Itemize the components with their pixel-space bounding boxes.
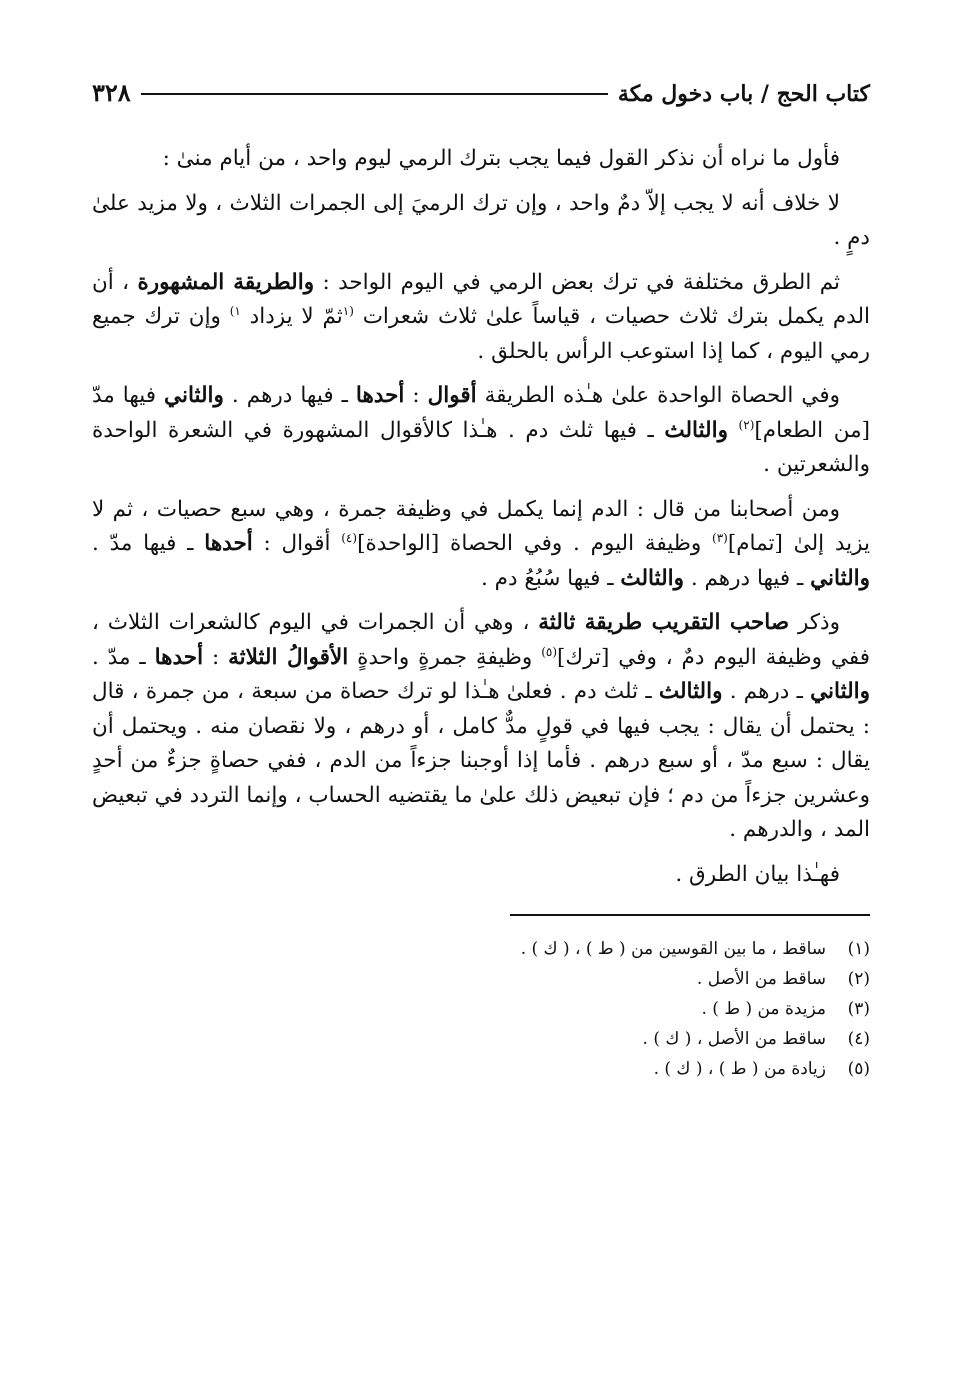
footnote-text: ساقط ، ما بين القوسين من ( ط ) ، ( ك ) .	[520, 939, 826, 959]
footnote-item	[92, 1024, 870, 1054]
footnote-marker: (١	[342, 303, 354, 318]
bold-term: والثاني	[810, 565, 870, 591]
text-span: فيها مدّ [من الطعام]	[92, 383, 871, 443]
paragraph-1: فأول ما نراه أن نذكر القول فيما يجب بترك الرمي ليوم واحد ، من أيام منىٰ :	[162, 146, 840, 171]
paragraph-4	[92, 379, 870, 483]
footnote-number: (٢)	[847, 969, 870, 989]
text-span: ، وهي أن الجمرات في اليوم كالشعرات الثلاث ، ففي وظيفة اليوم دمٌ ، وفي [ترك]	[92, 610, 870, 670]
bold-term: والثاني	[164, 383, 224, 408]
footnote-text: زيادة من ( ط ) ، ( ك ) .	[653, 1059, 826, 1079]
text-span: وظيفة اليوم . وفي الحصاة [الواحدة]	[357, 531, 713, 556]
footnote-separator	[510, 914, 870, 916]
paragraph-2: لا خلاف أنه لا يجب إلاّ دمٌ واحد ، وإن ترك الرميَ إلى الجمرات الثلاث ، ولا مزيد علىٰ دمٍ .	[92, 190, 870, 250]
footnote-item	[92, 994, 870, 1024]
paragraph-7: فهـٰذا بيان الطرق .	[675, 861, 840, 887]
footnote-number: (٣)	[847, 999, 870, 1019]
footnote-marker: (٢)	[738, 417, 755, 432]
text-span: ـ فيها درهم .	[684, 565, 811, 591]
text-span: :	[404, 383, 428, 408]
paragraph-5	[92, 493, 870, 597]
footnote-marker: (٣)	[712, 530, 728, 545]
bold-term: أحدها	[154, 644, 204, 670]
bold-term: أحدها	[204, 531, 253, 556]
footnote-item	[92, 934, 870, 964]
footnote-marker: (٥)	[541, 644, 558, 659]
text-span	[728, 418, 739, 443]
header-rule	[141, 93, 608, 95]
bold-term: والثالث	[620, 565, 684, 591]
paragraph-3	[92, 266, 870, 370]
text-span: وذكر	[789, 610, 840, 635]
paragraph-6	[92, 606, 870, 848]
footnote-item	[92, 1054, 870, 1084]
bold-term: والثاني	[810, 679, 870, 704]
text-span: ـ فيها مدّ .	[92, 531, 205, 556]
text-span: وفي الحصاة الواحدة علىٰ هـٰذه الطريقة	[476, 383, 840, 408]
footnote-item	[92, 964, 870, 994]
text-span: ثم الطرق مختلفة في ترك بعض الرمي في اليوم الواحد :	[314, 269, 840, 295]
bold-term: أقوال	[427, 383, 477, 408]
text-span: ـ درهم .	[722, 679, 811, 704]
text-span: وإن ترك جميع رمي اليوم ، كما إذا استوعب الرأس بالحلق .	[92, 304, 870, 364]
book-page	[92, 78, 870, 1084]
footnote-text: ساقط من الأصل .	[696, 969, 826, 989]
page-number: ٣٢٨	[92, 78, 131, 107]
bold-term: أحدها	[355, 383, 405, 408]
bold-term: والطريقة المشهورة	[137, 269, 315, 295]
footnote-text: ساقط من الأصل ، ( ك ) .	[642, 1029, 826, 1049]
text-span: ـ فيها درهم .	[223, 383, 356, 408]
footnote-number: (١)	[847, 939, 870, 959]
footnote-number: (٤)	[847, 1029, 870, 1049]
text-span: ، أن الدم يكمل بترك ثلاث حصيات ، قياساً علىٰ ثلاث شعرات	[92, 269, 870, 329]
bold-term: الأقوالُ الثلاثة	[228, 644, 349, 670]
footnote-marker: (٤)	[341, 530, 358, 545]
footnotes	[92, 934, 870, 1084]
text-span: ـ مدّ .	[92, 644, 155, 670]
bold-term: صاحب التقريب طريقة ثالثة	[538, 610, 790, 635]
text-span: ـ فيها سُبُعُ دم .	[481, 565, 621, 591]
running-title: كتاب الحج / باب دخول مكة	[617, 81, 870, 107]
text-span: :	[203, 644, 229, 670]
footnote-number: (٥)	[847, 1059, 870, 1079]
text-span: ـ ثلث دم . فعلىٰ هـٰذا لو ترك حصاة من سبعة ، من جمرة ، قال : يحتمل أن يقال : يجب فيها في قولٍ مدٌّ كامل ، أو درهم ، ولا نقصان منه . ويحتمل أن يقال : سبع مدّ ، أو سبع درهم . فأما إذا أوجبنا جزءاً من الدم ، ففي حصاةٍ جزءٌ من أحدٍ وعشرين جزءاً من دم ؛ فإن تبعيض ذلك علىٰ ما يقتضيه الحساب ، وإنما التردد في تبعيض المد ، والدرهم .	[92, 679, 870, 842]
text-span: ـ فيها ثلث دم . هـٰذا كالأقوال المشهورة في الشعرة الواحدة والشعرتين .	[92, 417, 870, 477]
bold-term: والثالث	[664, 417, 728, 443]
footnote-marker: ١)	[229, 303, 241, 318]
page-header	[92, 78, 870, 120]
bold-term: والثالث	[658, 679, 723, 704]
text-span: أقوال :	[252, 531, 342, 556]
text-span: ومن أصحابنا من قال : الدم إنما يكمل في وظيفة جمرة ، وهي سبع حصيات ، ثم لا يزيد إلىٰ [تمام]	[92, 496, 871, 556]
footnote-text: مزيدة من ( ط ) .	[701, 999, 826, 1019]
text-span: وظيفةِ جمرةٍ واحدةٍ	[348, 644, 542, 670]
text-span: ثمّ لا يزداد	[240, 304, 343, 329]
main-text	[92, 142, 870, 892]
